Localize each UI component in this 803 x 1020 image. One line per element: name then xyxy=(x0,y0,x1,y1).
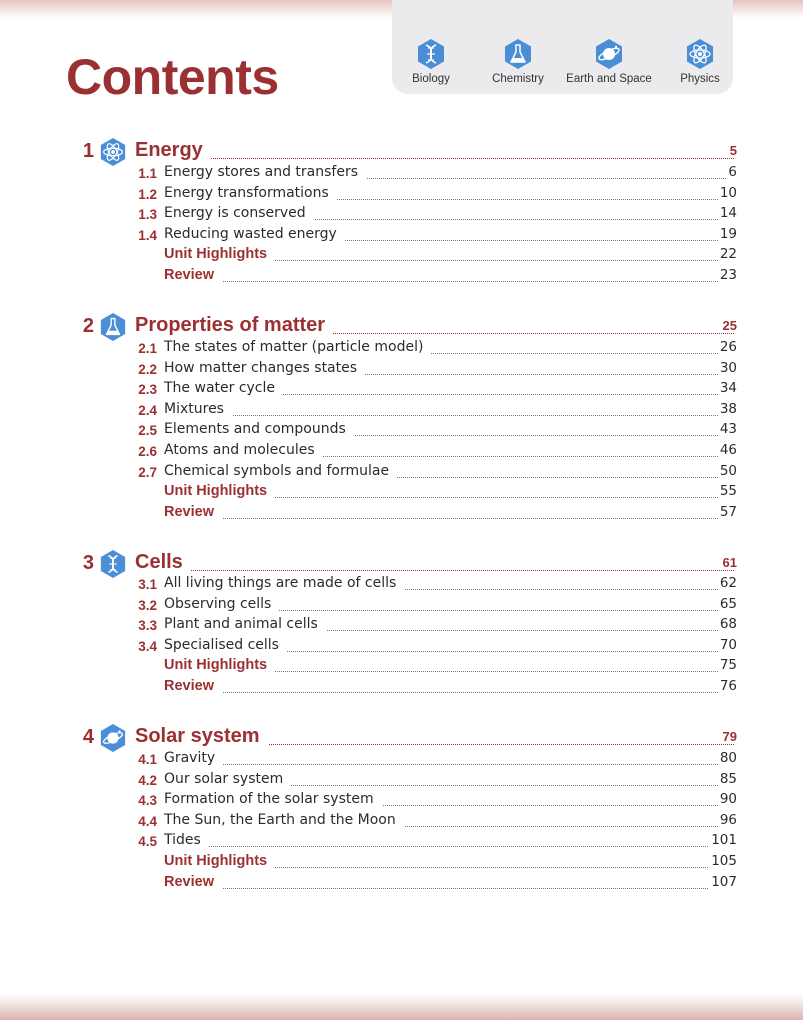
section-entry xyxy=(0,750,803,770)
unit-extra-entry xyxy=(0,678,803,698)
section-title: The Sun, the Earth and the Moon xyxy=(164,812,404,828)
page-number: 76 xyxy=(719,678,737,694)
section-entry xyxy=(0,205,803,225)
unit-title: Cells xyxy=(135,551,191,574)
section-entry xyxy=(0,421,803,441)
section-number: 2.3 xyxy=(138,382,157,397)
legend-item-earth-and-space xyxy=(566,38,652,85)
section-entry xyxy=(0,791,803,811)
page-number: 23 xyxy=(719,267,737,283)
section-number: 1.3 xyxy=(138,207,157,222)
section-number: 3.3 xyxy=(138,618,157,633)
section-title: Specialised cells xyxy=(164,637,287,653)
unit-number: 3 xyxy=(82,552,94,574)
page-number: 55 xyxy=(719,483,737,499)
atom-icon xyxy=(685,38,715,70)
section-entry xyxy=(0,185,803,205)
unit-title: Solar system xyxy=(135,725,268,748)
page-number: 38 xyxy=(719,401,737,417)
flask-icon xyxy=(475,38,561,70)
dot-leader xyxy=(135,158,734,159)
section-entry xyxy=(0,812,803,832)
section-entry xyxy=(0,596,803,616)
section-entry xyxy=(0,771,803,791)
section-title: Unit Highlights xyxy=(164,657,275,673)
atom-icon xyxy=(657,38,743,70)
section-entry xyxy=(0,164,803,184)
section-number: 4.1 xyxy=(138,752,157,767)
page-number: 61 xyxy=(722,555,737,570)
section-entry xyxy=(0,637,803,657)
page-number: 105 xyxy=(711,853,737,869)
page-title: Contents xyxy=(66,49,279,105)
section-number: 2.4 xyxy=(138,403,157,418)
section-number: 2.2 xyxy=(138,362,157,377)
page-number: 50 xyxy=(719,463,737,479)
page-number: 14 xyxy=(719,205,737,221)
page-number: 25 xyxy=(722,318,737,333)
legend-label: Chemistry xyxy=(492,73,544,85)
section-title: Gravity xyxy=(164,750,223,766)
legend-label: Physics xyxy=(680,73,720,85)
page-number: 22 xyxy=(719,246,737,262)
section-title: Review xyxy=(164,267,222,283)
page-number: 10 xyxy=(719,185,737,201)
section-title: Review xyxy=(164,504,222,520)
section-title: Atoms and molecules xyxy=(164,442,323,458)
section-title: Review xyxy=(164,874,222,890)
section-number: 3.1 xyxy=(138,577,157,592)
page-number: 75 xyxy=(719,657,737,673)
section-title: Tides xyxy=(164,832,209,848)
flask-icon xyxy=(503,38,533,70)
section-number: 4.5 xyxy=(138,834,157,849)
section-number: 2.1 xyxy=(138,341,157,356)
section-number: 3.4 xyxy=(138,639,157,654)
unit-heading xyxy=(0,314,803,340)
unit-title: Properties of matter xyxy=(135,314,333,337)
unit-extra-entry xyxy=(0,853,803,873)
legend-label: Biology xyxy=(412,73,450,85)
section-title: Formation of the solar system xyxy=(164,791,382,807)
section-title: Elements and compounds xyxy=(164,421,354,437)
dot-leader xyxy=(164,415,734,416)
section-title: All living things are made of cells xyxy=(164,575,404,591)
unit-extra-entry xyxy=(0,504,803,524)
section-title: Chemical symbols and formulae xyxy=(164,463,397,479)
section-title: How matter changes states xyxy=(164,360,365,376)
dot-leader xyxy=(164,888,734,889)
section-entry xyxy=(0,832,803,852)
section-number: 3.2 xyxy=(138,598,157,613)
section-title: Mixtures xyxy=(164,401,232,417)
page-number: 79 xyxy=(722,729,737,744)
section-title: The water cycle xyxy=(164,380,283,396)
dot-leader xyxy=(164,518,734,519)
dot-leader xyxy=(135,570,734,571)
section-number: 1.2 xyxy=(138,187,157,202)
dot-leader xyxy=(164,281,734,282)
section-number: 4.2 xyxy=(138,773,157,788)
unit-heading xyxy=(0,551,803,577)
unit-extra-entry xyxy=(0,874,803,894)
section-number: 2.5 xyxy=(138,423,157,438)
section-entry xyxy=(0,442,803,462)
page-number: 46 xyxy=(719,442,737,458)
section-number: 1.4 xyxy=(138,228,157,243)
section-entry xyxy=(0,463,803,483)
page-number: 96 xyxy=(719,812,737,828)
section-title: Unit Highlights xyxy=(164,246,275,262)
page-number: 5 xyxy=(729,143,737,158)
page-number: 6 xyxy=(728,164,737,180)
page-number: 80 xyxy=(719,750,737,766)
legend-label: Earth and Space xyxy=(566,73,652,85)
unit-extra-entry xyxy=(0,483,803,503)
dna-icon xyxy=(388,38,474,70)
dot-leader xyxy=(164,692,734,693)
legend-item-chemistry xyxy=(475,38,561,85)
section-entry xyxy=(0,401,803,421)
section-number: 2.6 xyxy=(138,444,157,459)
section-entry xyxy=(0,339,803,359)
section-title: Observing cells xyxy=(164,596,279,612)
section-entry xyxy=(0,380,803,400)
section-title: Reducing wasted energy xyxy=(164,226,345,242)
page-number: 34 xyxy=(719,380,737,396)
page-number: 62 xyxy=(719,575,737,591)
unit-number: 2 xyxy=(82,315,94,337)
page-number: 101 xyxy=(711,832,737,848)
section-entry xyxy=(0,226,803,246)
planet-icon xyxy=(566,38,652,70)
section-entry xyxy=(0,616,803,636)
section-title: Unit Highlights xyxy=(164,483,275,499)
page-number: 70 xyxy=(719,637,737,653)
bottom-decorative-band xyxy=(0,994,803,1020)
page-number: 90 xyxy=(719,791,737,807)
unit-extra-entry xyxy=(0,246,803,266)
section-title: The states of matter (particle model) xyxy=(164,339,431,355)
section-entry xyxy=(0,360,803,380)
section-number: 1.1 xyxy=(138,166,157,181)
legend-item-biology xyxy=(388,38,474,85)
page-number: 57 xyxy=(719,504,737,520)
dot-leader xyxy=(164,846,734,847)
page-number: 85 xyxy=(719,771,737,787)
section-entry xyxy=(0,575,803,595)
unit-number: 4 xyxy=(82,726,94,748)
unit-extra-entry xyxy=(0,267,803,287)
page-number: 30 xyxy=(719,360,737,376)
section-number: 4.3 xyxy=(138,793,157,808)
dot-leader xyxy=(164,764,734,765)
unit-heading xyxy=(0,139,803,165)
unit-extra-entry xyxy=(0,657,803,677)
page-number: 19 xyxy=(719,226,737,242)
dna-icon xyxy=(416,38,446,70)
page-number: 68 xyxy=(719,616,737,632)
page-number: 65 xyxy=(719,596,737,612)
section-number: 4.4 xyxy=(138,814,157,829)
page-number: 107 xyxy=(711,874,737,890)
section-title: Energy is conserved xyxy=(164,205,314,221)
section-title: Plant and animal cells xyxy=(164,616,326,632)
section-number: 2.7 xyxy=(138,465,157,480)
section-title: Review xyxy=(164,678,222,694)
page-number: 43 xyxy=(719,421,737,437)
unit-title: Energy xyxy=(135,139,211,162)
subject-legend xyxy=(392,0,733,94)
page-number: 26 xyxy=(719,339,737,355)
legend-item-physics xyxy=(657,38,743,85)
section-title: Energy transformations xyxy=(164,185,337,201)
unit-number: 1 xyxy=(82,140,94,162)
planet-icon xyxy=(594,38,624,70)
unit-heading xyxy=(0,725,803,751)
section-title: Energy stores and transfers xyxy=(164,164,366,180)
section-title: Our solar system xyxy=(164,771,291,787)
section-title: Unit Highlights xyxy=(164,853,275,869)
